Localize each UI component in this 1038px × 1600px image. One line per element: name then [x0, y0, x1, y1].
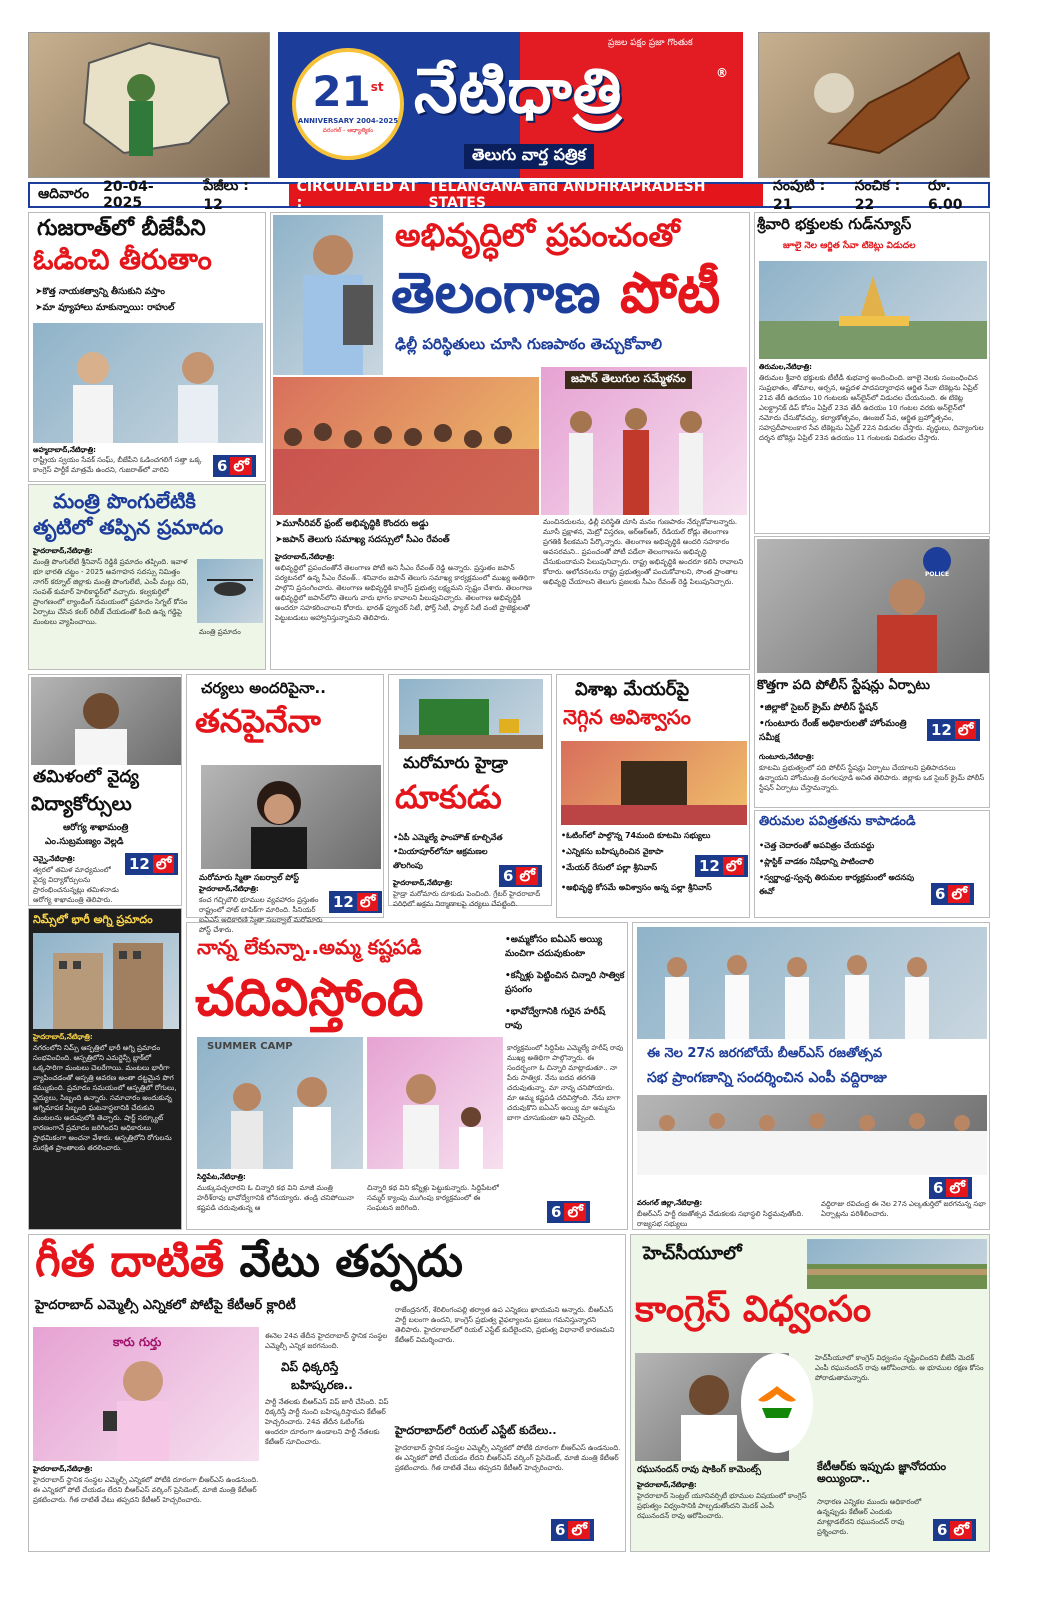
visakha-bullet-1: •ఓటింగ్‌లో పాల్గొన్న 74మంది కూటమి సభ్యులు [561, 831, 711, 840]
anniversary-text: ANNIVERSARY 2004-2025 [297, 117, 399, 125]
police-page-ref[interactable]: 12 లో [927, 719, 980, 741]
hydra-page-ref[interactable]: 6 లో [499, 865, 542, 887]
dateline-date: 20-04-2025 [103, 179, 154, 211]
felicitation-banner: జపాన్ తెలుగుల సమ్మేళనం [565, 371, 692, 389]
brs-text-2: వద్దిరాజు రవిచంద్ర ఈ నెల 27న ఎల్కతుర్తిలో జరగనున్న సభా ఏర్పాట్లను పరిశీలించారు. [821, 1200, 986, 1218]
minister-caption: మంత్రి ప్రమాదం [199, 628, 241, 636]
tamil-sub-1: ఆరోగ్య శాఖామంత్రి [63, 823, 129, 833]
hydra-article [388, 674, 552, 906]
police-headline: కొత్తగా పది పోలీస్ స్టేషన్లు ఏర్పాటు [757, 678, 931, 693]
hydra-text: హైడ్రా మరోమారు దూకుడు పెంచింది. గ్రేటర్ హైదరాబాద్ పరిధిలో అక్రమ నిర్మాణాలపై చర్యలు చేపట్టింది. [393, 890, 541, 908]
tirumala-headline: తిరుమల పవిత్రతను కాపాడండి [759, 814, 916, 829]
hcu-text-1: హైదరాబాద్ సెంట్రల్ యూనివర్సిటీ భూముల విషయంలో కాంగ్రెస్ ప్రభుత్వం విధ్వంసానికి పాల్పడుతోందని మెదక్ ఎంపీ రఘునందన్ రావు ఆరోపించారు. [637, 1492, 807, 1520]
police-badge: POLICE [925, 571, 950, 578]
telangana-dateline: హైదరాబాద్,నేటిధాత్రి: [275, 553, 335, 561]
srivari-headline: శ్రీవారి భక్తులకు గుడ్‌న్యూస్ [757, 215, 912, 233]
police-bullet-1: •జిల్లాకో సైబర్ క్రైమ్ పోలీస్ స్టేషన్ [759, 703, 878, 713]
tirumala-article [754, 810, 990, 918]
gujarat-bullet-1: ➤కొత్త నాయకత్వాన్ని తీసుకుని వస్తాం [35, 287, 165, 297]
smita-page-ref[interactable]: 12 లో [329, 891, 382, 913]
dateline-issue: సంచిక : 22 [854, 177, 901, 213]
geetha-headline [35, 1236, 464, 1287]
visakha-page-ref[interactable]: 12 లో [695, 855, 748, 877]
telangana-bullet-1: ➤మూసీరివర్ ఫ్రంట్ అభివృద్ధికి కొందరు అడ్డు [275, 519, 429, 529]
nims-text: నగరంలోని నిమ్స్ ఆస్పత్రిలో భారీ అగ్ని ప్రమాదం సంభవించింది. ఆస్పత్రిలోని ఎమర్జెన్సీ బ్లాక్‌లో ఒక్కసారిగా మంటలు చెలరేగాయి. మంటలు భారీగా వ్యాపించడంతో ఆస్పత్రి ఆవరణ అంతా దట్టమైన పొగ కమ్ముకుంది. ప్రమాదం సమయంలో ఆస్పత్రిలో రోగులు, వైద్యులు, సిబ్బంది ఉన్నారు. సమాచారం అందుకున్న అగ్నిమాపక సిబ్బంది ఘటనాస్థలానికి చేరుకుని మంటలను అదుపులోకి తెచ్చారు. షార్ట్ సర్క్యూట్ కారణంగానే ప్రమాదం జరిగిందని అధికారులు ప్రాథమికంగా అంచనా వేశారు. ఆస్పత్రిలోని రోగులను సురక్షిత ప్రాంతాలకు తరలించారు. [33, 1044, 177, 1152]
telangana-word: తెలంగాణ [391, 261, 620, 326]
hcu-text-3: సాధారణ ఎన్నికల ముందు అధికారంలో ఉన్నప్పుడు కేటీఆర్ ఎందుకు మాట్లాడలేదని రఘునందన్ రావు ప్రశ్నించారు. [817, 1498, 922, 1536]
gujarat-photo [33, 323, 263, 443]
circulated-states: TELANGANA and ANDHRAPRADESH STATES [428, 179, 706, 211]
tirumala-bullet-3: •స్వర్ణాంధ్ర-స్వచ్ఛ తిరుమల కార్యక్రమంలో అదనపు ఈవో [759, 873, 915, 896]
minister-headline-1: మంత్రి పొంగులేటికి [53, 489, 196, 513]
telangana-text-2: మంచినదులను, ఢిల్లీ పరిస్థితి చూసి మనం గుణపాఠం నేర్చుకోవాలన్నారు. మూసీ ప్రక్షాళన, మెట్రో విస్తరణ, ఆర్ఆర్ఆర్, రేడియల్ రోడ్లు తెలంగాణ ప్రగతికి కీలకమని పేర్కొన్నారు. తెలంగాణ అభివృద్ధికి అందరి సహకారం అవసరమని.. ప్రపంచంతో పోటీ పడేలా తెలంగాణను అభివృద్ధి చేసుకుందామని పిలుపునిచ్చారు. రాష్ట్ర అభివృద్ధికి అందరూ కలిసి రావాలని కోరారు. ఆలోచనలను రాష్ట్ర ప్రభుత్వంతో పంచుకోవాలని, సొంత ప్రాంతాల అభివృద్ధి చేయాలని తెలుగు ప్రజలకు సీఎం రేవంత్ రెడ్డి పిలుపునిచ్చారు. [543, 518, 744, 586]
hcu-page-ref[interactable]: 6 లో [933, 1519, 976, 1541]
tirumala-bullet-2: •ప్లాస్టిక్ వాడకం నిషేధాన్ని పాటించాలి [759, 857, 874, 866]
srivari-dateline: తిరుమల,నేటిధాత్రి: [759, 363, 812, 371]
hcu-caption: రఘునందన్ రావు షాకింగ్ కామెంట్స్ [637, 1465, 762, 1475]
tirumala-bullet-1: •చెత్త చెదారంతో అపవిత్రం చేయవద్దు [759, 841, 875, 850]
nanna-article [186, 922, 628, 1230]
smita-caption: మరోమారు స్మితా సబర్వాల్ పోస్ట్ [199, 873, 299, 882]
brs-headline-1: ఈ నెల 27న జరగబోయే బీఆర్ఎస్ రజతోత్సవ [647, 1046, 883, 1061]
tirumala-page-ref[interactable]: 6 లో [931, 883, 974, 905]
gujarat-text: రాష్ట్రీయ స్వయం సేవక్ సంఘ్, బీజేపీని ఓడించగలిగే సత్తా ఒక్క కాంగ్రెస్ పార్టీకే మాత్రమే ఉందని, గుజరాత్‌లో వారిని [33, 456, 202, 474]
geetha-subhead: హైదరాబాద్ ఎమ్మెల్సీ ఎన్నికలో పోటీపై కేటీఆర్ క్లారిటీ [35, 1298, 296, 1313]
tamil-sub-2: ఎం.సుబ్రమణ్యం వెల్లడి [45, 837, 124, 847]
masthead [28, 32, 990, 178]
visakha-headline-2: నెగ్గిన అవిశ్వాసం [563, 705, 691, 729]
bjp-logo [741, 1353, 813, 1453]
circulated-label: CIRCULATED AT : [296, 179, 419, 211]
telangana-subhead: ఢిల్లీ పరిస్థితులు చూసి గుణపాఠం తెచ్చుకోవాలి [395, 335, 662, 353]
geetha-dateline: హైదరాబాద్,నేటిధాత్రి: [33, 1465, 93, 1473]
hcu-text-2: హెచ్‌సీయూలో కాంగ్రెస్ విధ్వంసం సృష్టించిందని బీజేపీ మెదక్ ఎంపీ రఘునందన్ రావు ఆరోపించారు. ఆ భూముల రక్షణ కోసం పోరాడుతామన్నారు. [815, 1354, 984, 1382]
telangana-bullet-2: ➤జపాన్ తెలుగు సమాఖ్య సదస్సులో సీఎం రేవంత్ [275, 535, 450, 545]
revanth-photo [273, 215, 383, 375]
brs-page-ref[interactable]: 6 లో [929, 1177, 972, 1199]
smita-text: కంచ గచ్చిబౌలి భూముల వ్యవహారం ప్రస్తుతం రాష్ట్రంలో హాట్ టాపిక్‌గా మారింది. సీనియర్ ఐఏఎస్ అధికారిణి స్మితా సబర్వాల్ మరోమారు పోస్ట్ చేశారు. [199, 896, 323, 934]
tamil-article [28, 674, 182, 906]
geetha-kicker-1: విప్ ధిక్కరిస్తే [281, 1360, 339, 1374]
summer-camp-banner: SUMMER CAMP [207, 1041, 293, 1052]
nims-dateline: హైదరాబాద్,నేటిధాత్రి: [33, 1033, 93, 1041]
hydra-kicker: మరోమారు హైడ్రా [403, 753, 508, 772]
dateline-price: రూ. 6.00 [927, 177, 963, 213]
police-text: కూటమి ప్రభుత్వంలో పది పోలీస్ స్టేషన్లు ఏర్పాటు చేయాలని ప్రతిపాదనలు ఉన్నాయని హోంమంత్రి వంగలపూడి అనిత తెలిపారు. జిల్లాకు ఒక సైబర్ క్రైమ్ పోలీస్ స్టేషన్ ఏర్పాటు చేస్తామన్నారు. [759, 764, 985, 792]
brs-text-1: బీఆర్ఎస్ పార్టీ రజతోత్సవ వేడుకలకు సభాస్థలి సిద్ధమవుతోంది. రాజ్యసభ సభ్యులు [637, 1210, 804, 1228]
visakha-bullet-4: •అభివృద్ధి కోసమే అవిశ్వాసం అన్న పల్లా శ్రీనివాస్ [561, 883, 712, 892]
ktr-photo [33, 1327, 259, 1461]
police-article [754, 536, 990, 808]
anitha-photo [757, 539, 989, 673]
hydra-bullet-1: •ఏపీ ఎమ్మెల్యే ఫాంహౌజ్ కూల్చివేత [393, 833, 503, 842]
hcu-land-photo [807, 1239, 987, 1289]
brs-headline-2: సభ ప్రాంగణాన్ని సందర్శించిన ఎంపీ వద్దిరాజు [647, 1070, 887, 1086]
nims-article [28, 908, 182, 1230]
nanna-bullet-1: •అమ్మకోసం ఐఏఎస్‌ అయ్యి మంచిగా చదువుకుంటా [505, 935, 603, 959]
nanna-text-1: ముక్కుపచ్చలారని ఓ చిన్నారి కథ విని మాజీ మంత్రి హరీశ్‌రావు భావోద్వేగానికి లోనయ్యారు. తండ్రి చనిపోయినా కష్టపడి చదువుతున్న ఆ [197, 1184, 354, 1212]
hydra-dateline: హైదరాబాద్,నేటిధాత్రి: [393, 879, 453, 887]
hcu-article [630, 1234, 990, 1552]
tamil-headline-1: తమిళంలో వైద్య [33, 767, 139, 787]
brs-dateline: వరంగల్ జిల్లా,నేటిధాత్రి: [637, 1199, 703, 1207]
geetha-article [28, 1234, 626, 1552]
tamil-text: త్వరలో తమిళ మాధ్యమంలో వైద్య విద్యాకోర్సులను ప్రారంభించనున్నట్లు తమిళనాడు ఆరోగ్య శాఖామంత్రి తెలిపారు. [33, 866, 119, 904]
logo-panel [278, 32, 743, 178]
hcu-dateline: హైదరాబాద్,నేటిధాత్రి: [637, 1481, 697, 1489]
geetha-text-4b: హైదరాబాద్ స్థానిక సంస్థల ఎమ్మెల్సీ ఎన్నికలో పోటీకి దూరంగా బీఆర్ఎస్ ఉండనుంది. ఈ ఎన్నికలో పోటీ చేయడం లేదని బీఆర్ఎస్ వర్కింగ్ ప్రెసిడెంట్, మాజీ మంత్రి కేటీఆర్ ప్రకటించారు. గీత దాటితే వేటు తప్పదని కేటీఆర్ హెచ్చరించారు. [395, 1444, 621, 1472]
nanna-dateline: సిద్దిపేట,నేటిధాత్రి: [197, 1173, 246, 1181]
poti-word: పోటీ [620, 261, 721, 326]
anniversary-suffix: st [370, 80, 384, 94]
dateline-bar [28, 177, 990, 213]
geetha-page-ref[interactable]: 6 లో [551, 1519, 594, 1541]
nanna-bullet-2: •కన్నీళ్లు పెట్టించిన చిన్నారి సాత్విక ప్రసంగం [505, 971, 625, 995]
visakha-bullet-2: •ఎన్నికను బహిష్కరించిన వైకాపా [561, 847, 664, 856]
nanna-bullet-3: •భావోద్వేగానికి గురైన హరీష్ రావు [505, 1007, 606, 1031]
geetha-text-4a: రాజేంద్రనగర్, శేరిలింగంపల్లి తర్వాత ఉప ఎన్నికలు ఖాయమని అన్నారు. బీఆర్ఎస్ పార్టీ బలంగా ఉందని, కాంగ్రెస్ ప్రభుత్వ వైఫల్యాలను ప్రజలు గమనిస్తున్నారని తెలిపారు. హైదరాబాద్‌లో రియల్ ఎస్టేట్ కుదేలైందని, ప్రభుత్వ విధానాలే కారణమని కేటీఆర్ విమర్శించారు. [395, 1306, 615, 1344]
minister-headline-2: తృటిలో తప్పిన ప్రమాదం [33, 515, 224, 539]
newspaper-subtitle: తెలుగు వార్త పత్రిక [464, 144, 594, 169]
brs-article [632, 922, 990, 1230]
geetha-text-3: పార్టీ నేతలకు బీఆర్ఎస్ విప్ జారీ చేసింది. విప్ ధిక్కరిస్తే పార్టీ నుంచి బహిష్కరిస్తామని కేటీఆర్ హెచ్చరించారు. 24వ తేదీన ఓటింగ్‌కు అందరూ దూరంగా ఉండాలని పార్టీ నేతలకు కేటీఆర్ సూచించారు. [265, 1398, 389, 1446]
geetha-kicker-2: బహిష్కరణ.. [291, 1378, 353, 1392]
geetha-text-1: హైదరాబాద్ స్థానిక సంస్థల ఎమ్మెల్సీ ఎన్నికలో పోటీకి దూరంగా బీఆర్ఎస్ ఉండనుంది. ఈ ఎన్నికలో పోటీ చేయడం లేదని బీఆర్ఎస్ వర్కింగ్ ప్రెసిడెంట్, మాజీ మంత్రి కేటీఆర్ ప్రకటించారు. గీత దాటితే వేటు తప్పదని కేటీఆర్ హెచ్చరించారు. [33, 1476, 259, 1504]
geetha-headline-1: గీత దాటితే [35, 1236, 240, 1287]
nims-building-photo [33, 933, 179, 1029]
visakha-article [556, 674, 750, 918]
hcu-headline: కాంగ్రెస్ విధ్వంసం [635, 1289, 872, 1330]
hcu-kicker: హెచ్‌సీయూలో [643, 1243, 742, 1264]
helicopter-photo [197, 559, 263, 623]
srivari-subhead: జూలై నెల ఆర్జిత సేవా టికెట్లు విడుదల [783, 241, 916, 251]
gujarat-dateline: అహ్మదాబాద్,నేటిధాత్రి: [33, 446, 96, 454]
minister-dateline: హైదరాబాద్,నేటిధాత్రి: [33, 547, 93, 555]
tamil-page-ref[interactable]: 12 లో [125, 853, 178, 875]
telangana-text-1: అభివృద్ధిలో ప్రపంచంతోనే తెలంగాణ పోటీ అని సీఎం రేవంత్ రెడ్డి అన్నారు. ప్రస్తుతం జపాన్ పర్యటనలో ఉన్న సీఎం రేవంత్.. శనివారం జపాన్ తెలుగు సమాఖ్య కార్యక్రమంలో ముఖ్య అతిథిగా పాల్గొని ప్రసంగించారు. తెలంగాణ అభివృద్ధికి కాంగ్రెస్ ప్రభుత్వ లక్ష్యమని స్పష్టం చేశారు. తెలంగాణ అభివృద్ధిలో జపాన్‌లోని తెలుగు వారు భాగం కావాలని పిలుపునిచ్చారు. తెలంగాణ అభివృద్ధికి అందరూ సహకరించాలని కోరారు. భారత్ ఫ్యూచర్ సిటీ, ఫోర్త్ సిటీ, ఫ్యాబ్ సిటీ వంటి ప్రాజెక్టులతో పెట్టుబడులు ఆహ్వానిస్తున్నామని తెలిపారు. [275, 564, 535, 622]
nanna-page-ref[interactable]: 6 లో [547, 1201, 590, 1223]
smita-article [186, 674, 384, 934]
gujarat-headline-1: గుజరాత్‌లో బీజేపీని [37, 216, 206, 241]
ktr-photo-caption: కారు గుర్తు [113, 1335, 162, 1349]
harish-girl-photo [197, 1037, 363, 1169]
smita-kicker: చర్యలు అందరిపైనా.. [201, 679, 326, 697]
hydra-headline: దూకుడు [395, 778, 502, 816]
geetha-kicker-3: హైదరాబాద్‌లో రియల్ ఎస్టేట్ కుదేలు.. [395, 1424, 557, 1437]
newspaper-title: నేటిధాత్రి [414, 54, 623, 127]
nanna-text-3: కార్యక్రమంలో సిద్దిపేట ఎమ్మెల్యే హరీష్ రావు ముఖ్య అతిథిగా పాల్గొన్నారు. ఈ సందర్భంగా ఓ చిన్నారి మాట్లాడుతూ.. నా పేరు సాత్విక. నేను ఐదవ తరగతి చదువుతున్నా. మా నాన్న చనిపోయారు. మా అమ్మ కష్టపడి చదివిస్తోంది. నేను బాగా చదువుకొని ఐఏఎస్ అయ్యి మా అమ్మను బాగా చూసుకుంటా అని చెప్పింది. [507, 1044, 624, 1122]
tamil-dateline: చెన్నై,నేటిధాత్రి: [33, 855, 76, 863]
police-bullet-2: •గుంటూరు రేంజ్ అధికారులతో హోంమంత్రి సమీక్ష [759, 719, 907, 743]
hcu-kicker-2: కేటీఆర్‌కు ఇప్పుడు జ్ఞానోదయం అయ్యిందా.. [817, 1460, 947, 1485]
geetha-text-2: ఈనెల 24వ తేదీన హైదరాబాద్ స్థానిక సంస్థల ఎమ్మెల్సీ ఎన్నిక జరగనుంది. [265, 1332, 388, 1350]
visakha-bullet-3: •మేయర్ రేసులో పల్లా శ్రీనివాస్ [561, 863, 658, 872]
anniversary-number: 21 [312, 67, 371, 116]
smita-photo [201, 765, 381, 869]
visakha-headline-1: విశాఖ మేయర్‌పై [575, 679, 690, 700]
demolition-photo [399, 679, 543, 749]
tagline: ప్రజల పక్షం ప్రజా గొంతుక [608, 38, 693, 48]
registered-mark: ® [716, 66, 728, 80]
minister-article [28, 484, 266, 670]
anniversary-badge [292, 48, 404, 160]
gujarat-bullet-2: ➤మా వ్యూహాలు మాకున్నాయి: రాహుల్ [35, 303, 175, 313]
telangana-map-image [28, 32, 270, 178]
nanna-text-2: చిన్నారి కథ విని కన్నీళ్లు పెట్టుకున్నారు. సిద్దిపేటలో సమ్మర్ క్యాంపు ముగింపు కార్యక్రమంలో ఈ సంఘటన జరిగింది. [367, 1184, 499, 1212]
felicitation-photo [541, 367, 747, 515]
harish-photo [367, 1037, 503, 1169]
gujarat-headline-2: ఓడించి తీరుతాం [33, 243, 212, 276]
dateline-volume: సంపుటి : 21 [773, 177, 826, 213]
dateline-day: ఆదివారం [38, 185, 90, 202]
smita-dateline: హైదరాబాద్,నేటిధాత్రి: [199, 885, 259, 893]
nanna-headline-2: చదివిస్తోంది [195, 968, 424, 1028]
gujarat-page-ref[interactable]: 6 లో [213, 455, 256, 477]
telangana-headline-1: అభివృద్ధిలో ప్రపంచంతో [395, 216, 680, 254]
andhra-map-image [758, 32, 990, 178]
brs-leaders-photo-1 [637, 927, 987, 1039]
telangana-headline-2 [391, 261, 721, 326]
subramanian-photo [31, 677, 181, 765]
police-dateline: గుంటూరు,నేటిధాత్రి: [759, 753, 815, 761]
gujarat-article [28, 212, 266, 482]
crowd-photo [273, 377, 539, 515]
telangana-article [270, 212, 750, 670]
srivari-article [754, 212, 990, 534]
smita-headline: తనపైనేనా [195, 702, 321, 740]
dateline-pages: పేజీలు : 12 [203, 177, 249, 213]
tamil-headline-2: విద్యాకోర్సులు [31, 793, 132, 815]
anniversary-sub: వరంగల్ - ఆధ్యాత్మికం [322, 127, 374, 134]
geetha-headline-2: వేటు తప్పదు [239, 1236, 464, 1287]
srivari-text: తిరుమల శ్రీవారి భక్తులకు టీటీడీ శుభవార్త అందించింది. జూలై నెలకు సంబంధించిన సుప్రభాతం, తోమాల, అర్చన, అష్టదళ పాదపద్మారాధన ఆర్జిత సేవా టికెట్లను ఏప్రిల్ 21వ తేదీ ఉదయం 10 గంటలకు ఆన్‌లైన్‌లో విడుదల చేయనుంది. ఈ టికెట్ల ఎలక్ట్రానిక్ డిప్ కోసం ఏప్రిల్ 23వ తేదీ ఉదయం 10 గంటల వరకు ఆన్‌లైన్‌లో నమోదు చేసుకోవచ్చు. కల్యాణోత్సవం, ఊంజల్ సేవ, ఆర్జిత బ్రహ్మోత్సవం, సహస్రదీపాలంకార సేవ టికెట్లను ఏప్రిల్ 22న విడుదల చేస్తారు. వృద్ధులు, దివ్యాంగుల దర్శన టోకెన్లు ఏప్రిల్ 23న ఉదయం 11 గంటలకు విడుదల చేస్తారు. [759, 374, 984, 442]
hydra-bullet-2: •మియాపూర్‌లోనూ ఆక్రమణల తొలగింపు [393, 847, 488, 870]
nims-headline: నిమ్స్‌లో భారీ అగ్ని ప్రమాదం [33, 913, 153, 926]
nanna-headline-1: నాన్న లేకున్నా..అమ్మ కష్టపడి [197, 935, 422, 959]
council-photo [561, 741, 747, 825]
tirumala-temple-photo [759, 261, 987, 359]
minister-text: మంత్రి పొంగులేటి శ్రీనివాస్ రెడ్డికి ప్రమాదం తప్పింది. ఇవాళ భూ భారతి చట్టం - 2025 అవగాహన సదస్సు నిమిత్తం నాగర్ కర్నూల్ జిల్లాకు మంత్రి పొంగులేటి, ఎంపీ మల్లు రవి, సంపత్ కుమార్ హెలికాఫ్టర్‌లో వచ్చారు. కల్వకుర్తిలో ప్రాంగణంలో ల్యాండింగ్ సమయంలో ప్రమాదం సిగ్నల్ కోసం ఏర్పాటు చేసిన కలర్ రిలీజ్ చేయడంతో కింది ఉన్న గడ్డిపై మంటలు వ్యాపించాయి. [33, 558, 189, 626]
brs-leaders-photo-2 [637, 1095, 987, 1175]
